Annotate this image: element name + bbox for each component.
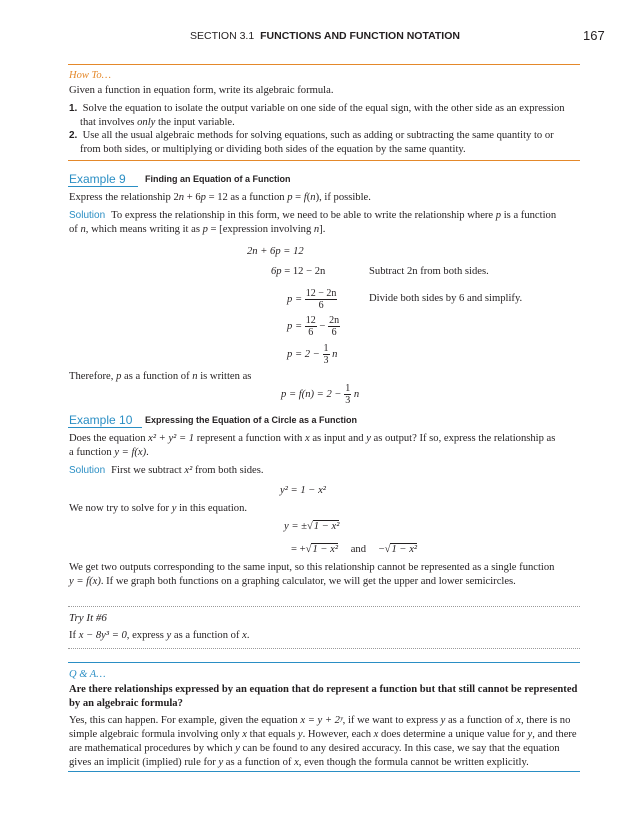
qa-answer: Yes, this can happen. For example, given the equation x = y + 2ʸ, if we want to express y as a function of x, there is no simple algebraic formula involving only x that equals y. However, each x does determine a unique value for y, and there are mathematical procedures by which y can be found to any desired accuracy. In this case, we say that the equation gives an implicit (implied) rule for y as a function of x, even though the formula cannot be written explicitly. bbox=[69, 715, 577, 768]
example10-rule bbox=[68, 427, 142, 428]
example10-solution: Solution First we subtract x² from both sides. bbox=[69, 465, 264, 476]
example9-solution-label: Solution bbox=[69, 210, 106, 221]
tryit-top-rule bbox=[68, 606, 580, 607]
example9-title: Finding an Equation of a Function bbox=[145, 174, 291, 184]
example10-conclusion: We get two outputs corresponding to the same input, so this relationship cannot be represented as a single function y = f(x). If we graph both functions on a graphing calculator, we will get the upper and lower semicircles. bbox=[69, 562, 555, 587]
tryit-label: Try It #6 bbox=[69, 612, 107, 624]
ex9-step-3-note: Divide both sides by 6 and simplify. bbox=[369, 293, 523, 304]
howto-step-2-line-b: from both sides, or multiplying or dividing both sides of the equation by the same quantity. bbox=[80, 144, 466, 155]
radical-sign: √ bbox=[305, 544, 312, 555]
howto-step-2-line-a: Use all the usual algebraic methods for solving equations, such as adding or subtracting the same quantity to or bbox=[82, 130, 554, 141]
howto-bottom-rule bbox=[68, 160, 580, 161]
ex9-step-5-fraction: $\frac{1}{3}$ bbox=[323, 343, 329, 366]
running-header bbox=[190, 30, 460, 42]
ex9-step-3: p = $\frac{12 - 2n}{6}$ bbox=[287, 288, 337, 311]
example9-label: Example 9 bbox=[69, 172, 126, 186]
example10-label: Example 10 bbox=[69, 413, 133, 427]
qa-top-rule bbox=[68, 662, 580, 663]
ex10-eq-2: y = ±√1 − x² bbox=[284, 521, 340, 532]
ex9-step-4: p = $\frac{12}{6}$ − $\frac{2n}{6}$ bbox=[287, 315, 340, 338]
howto-intro: Given a function in equation form, write its algebraic formula. bbox=[69, 85, 334, 96]
example9-final-fraction: $\frac{1}{3}$ bbox=[345, 383, 351, 406]
example10-title: Expressing the Equation of a Circle as a Function bbox=[145, 415, 358, 425]
ex9-step-2: 6p = 12 − 2n bbox=[271, 266, 326, 277]
ex10-eq-3: = +√1 − x² and −√1 − x² bbox=[291, 544, 418, 555]
tryit-bottom-rule bbox=[68, 648, 580, 649]
ex9-step-4-fraction-a: $\frac{12}{6}$ bbox=[305, 315, 316, 338]
radical-sign: √ bbox=[306, 521, 313, 532]
example9-problem: Express the relationship 2n + 6p = 12 as a function p = f(n), if possible. bbox=[69, 192, 371, 203]
ex9-step-5: p = 2 − $\frac{1}{3}$ n bbox=[287, 343, 338, 366]
qa-question: Are there relationships expressed by an equation that do represent a function but that still cannot be represented by an algebraic formula? bbox=[69, 684, 578, 709]
example10-now: We now try to solve for y in this equation. bbox=[69, 503, 248, 514]
example9-solution: Solution To express the relationship in this form, we need to be able to write the relationship where p is a function of n, which means writing it as p = [expression involving n]. bbox=[69, 210, 557, 235]
example9-rule bbox=[68, 186, 138, 187]
howto-step-2 bbox=[69, 129, 589, 157]
ex9-step-2-note: Subtract 2n from both sides. bbox=[369, 266, 489, 277]
example10-solution-label: Solution bbox=[69, 465, 106, 476]
example9-therefore: Therefore, p as a function of n is written as bbox=[69, 371, 252, 382]
example10-problem: Does the equation x² + y² = 1 represent a function with x as input and y as output? If so, express the relationship as a function y = f(x). bbox=[69, 433, 556, 458]
ex9-step-1: 2n + 6p = 12 bbox=[247, 246, 304, 257]
page-number: 167 bbox=[583, 28, 605, 43]
ex9-step-3-fraction: $\frac{12 - 2n}{6}$ bbox=[305, 288, 337, 311]
example9-final-formula: p = f(n) = 2 − $\frac{1}{3}$ n bbox=[281, 383, 360, 406]
qa-label: Q & A… bbox=[69, 669, 106, 680]
howto-step-1-line-b: that involves only the input variable. bbox=[80, 117, 235, 128]
howto-step-1-line-a: Solve the equation to isolate the output variable on one side of the equal sign, with the other side as an expression bbox=[82, 103, 565, 114]
section-label: SECTION 3.1 bbox=[190, 30, 255, 42]
howto-step-2-num: 2. bbox=[69, 130, 78, 141]
howto-step-1 bbox=[69, 102, 589, 130]
howto-step-1-num: 1. bbox=[69, 103, 78, 114]
tryit-text: If x − 8y³ = 0, express y as a function of x. bbox=[69, 630, 250, 641]
qa-bottom-rule bbox=[68, 771, 580, 772]
ex9-step-4-fraction-b: $\frac{2n}{6}$ bbox=[329, 315, 340, 338]
radical-sign: √ bbox=[384, 544, 391, 555]
ex10-eq-1: y² = 1 − x² bbox=[280, 485, 326, 496]
section-title: FUNCTIONS AND FUNCTION NOTATION bbox=[260, 30, 460, 42]
howto-top-rule bbox=[68, 64, 580, 65]
howto-label: How To… bbox=[69, 70, 111, 81]
